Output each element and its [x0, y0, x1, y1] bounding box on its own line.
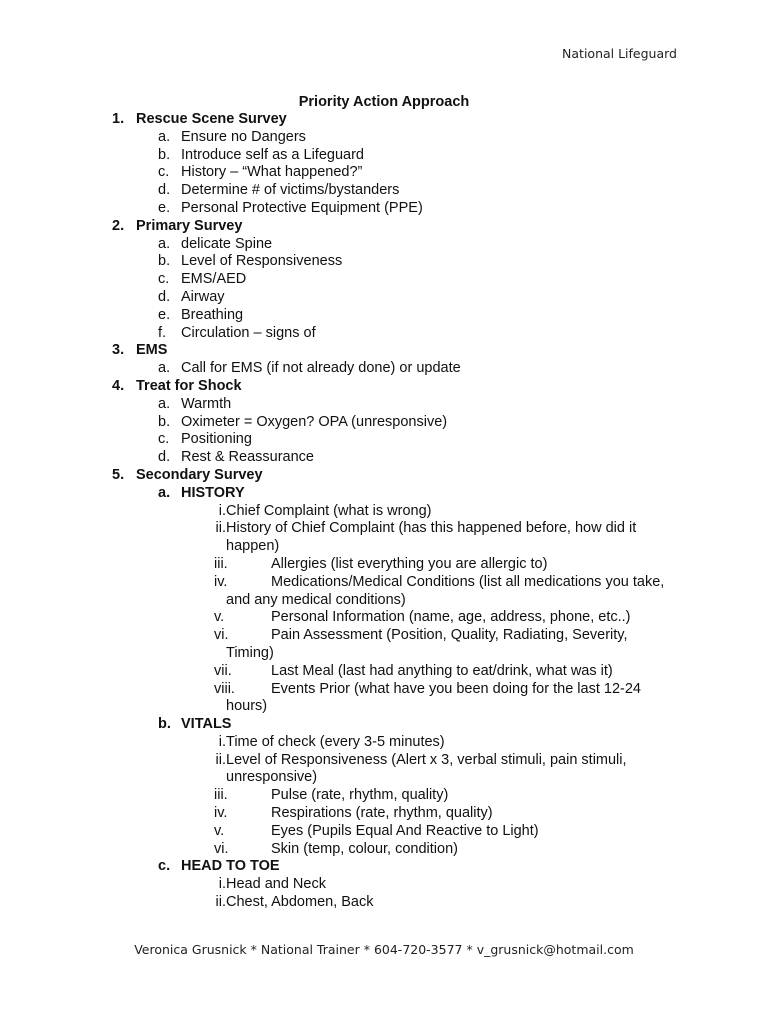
item-letter: d.	[158, 449, 171, 466]
section-number: 3.	[112, 342, 125, 359]
list-item	[0, 360, 768, 378]
list-item	[0, 147, 768, 165]
item-text: Events Prior (what have you been doing for the last 12-24 hours)	[226, 680, 641, 715]
roman-numeral: iii.	[214, 787, 228, 804]
section-number: 5.	[112, 466, 125, 483]
item-text: Last Meal (last had anything to eat/drink, what was it)	[271, 662, 613, 679]
section-heading	[0, 342, 768, 360]
list-item	[0, 431, 768, 449]
section-title: Secondary Survey	[136, 466, 263, 483]
page-title: Priority Action Approach	[298, 94, 470, 110]
item-letter: e.	[158, 306, 171, 323]
item-text: Level of Responsiveness (Alert x 3, verbal stimuli, pain stimuli, unresponsive)	[226, 751, 627, 786]
item-text: Ensure no Dangers	[181, 128, 306, 145]
subsection-title: HISTORY	[181, 484, 245, 501]
item-text: Rest & Reassurance	[181, 449, 314, 466]
item-text: Personal Information (name, age, address, phone, etc..)	[271, 609, 631, 626]
roman-item	[0, 787, 768, 805]
roman-item	[0, 841, 768, 859]
roman-item	[0, 663, 768, 681]
item-text: Allergies (list everything you are allergic to)	[271, 555, 548, 572]
item-text: History of Chief Complaint (has this happened before, how did it happen)	[226, 520, 637, 555]
item-text: Call for EMS (if not already done) or update	[181, 360, 461, 377]
list-item	[0, 253, 768, 271]
section-number: 2.	[112, 217, 125, 234]
subsection-letter: a.	[158, 484, 171, 501]
list-item	[0, 449, 768, 467]
item-letter: c.	[158, 431, 170, 448]
item-text: Skin (temp, colour, condition)	[271, 840, 458, 857]
roman-item	[0, 752, 768, 788]
list-item	[0, 200, 768, 218]
list-item	[0, 236, 768, 254]
list-item	[0, 307, 768, 325]
list-item	[0, 396, 768, 414]
roman-numeral: vii.	[214, 662, 232, 679]
roman-numeral: iv.	[214, 805, 228, 822]
item-letter: e.	[158, 199, 171, 216]
roman-item	[0, 627, 768, 663]
section-number: 1.	[112, 111, 125, 127]
subsection-letter: c.	[158, 858, 171, 875]
item-letter: b.	[158, 146, 171, 163]
roman-numeral: iii.	[214, 555, 228, 572]
item-letter: c.	[158, 271, 170, 288]
item-text: Medications/Medical Conditions (list all medications you take, and any medical conditions)	[226, 573, 665, 608]
roman-item	[0, 734, 768, 752]
list-item	[0, 414, 768, 432]
roman-numeral: i.	[218, 733, 226, 750]
section-title: Rescue Scene Survey	[136, 111, 287, 127]
roman-item	[0, 520, 768, 556]
section-title: Treat for Shock	[136, 377, 242, 394]
roman-numeral: iv.	[214, 573, 228, 590]
list-item	[0, 164, 768, 182]
list-item	[0, 129, 768, 147]
roman-item	[0, 609, 768, 627]
item-letter: a.	[158, 395, 171, 412]
page-footer: Veronica Grusnick * National Trainer * 604-720-3577 * v_grusnick@hotmail.com	[134, 942, 634, 957]
item-text: Positioning	[181, 431, 252, 448]
item-text: Breathing	[181, 306, 244, 323]
item-text: Determine # of victims/bystanders	[181, 182, 400, 199]
section-title: Primary Survey	[136, 217, 243, 234]
roman-numeral: vi.	[214, 840, 229, 857]
list-item	[0, 182, 768, 200]
item-text: Respirations (rate, rhythm, quality)	[271, 805, 493, 822]
roman-item	[0, 556, 768, 574]
item-text: delicate Spine	[181, 235, 273, 252]
section-heading	[0, 467, 768, 485]
roman-numeral: i.	[218, 876, 226, 893]
subsection-title: VITALS	[181, 716, 232, 733]
item-text: Oximeter = Oxygen? OPA (unresponsive)	[181, 413, 448, 430]
item-text: Head and Neck	[226, 876, 326, 893]
roman-item	[0, 503, 768, 521]
roman-numeral: ii.	[215, 520, 226, 537]
item-text: Chief Complaint (what is wrong)	[226, 502, 432, 519]
item-text: Pain Assessment (Position, Quality, Radiating, Severity, Timing)	[226, 627, 628, 661]
roman-item	[0, 681, 768, 717]
item-text: Warmth	[181, 395, 232, 412]
roman-numeral: ii.	[215, 894, 226, 911]
section-heading	[0, 111, 768, 129]
subsection-heading	[0, 485, 768, 503]
subsection-title: HEAD TO TOE	[181, 858, 280, 875]
list-item	[0, 271, 768, 289]
roman-item	[0, 876, 768, 894]
item-text: Airway	[181, 288, 225, 305]
subsection-letter: b.	[158, 716, 171, 733]
item-text: History – “What happened?”	[181, 164, 363, 181]
item-letter: c.	[158, 164, 170, 181]
subsection-heading	[0, 858, 768, 876]
document-body	[0, 111, 768, 912]
page-header: National Lifeguard	[562, 46, 677, 61]
section-heading	[0, 378, 768, 396]
section-heading	[0, 218, 768, 236]
item-text: Time of check (every 3-5 minutes)	[226, 733, 445, 750]
roman-item	[0, 574, 768, 610]
item-text: Circulation – signs of	[181, 324, 316, 341]
roman-numeral: ii.	[215, 751, 226, 768]
item-text: Introduce self as a Lifeguard	[181, 146, 364, 163]
item-letter: b.	[158, 413, 171, 430]
item-text: Pulse (rate, rhythm, quality)	[271, 787, 449, 804]
roman-numeral: v.	[214, 609, 225, 626]
roman-numeral: vi.	[214, 627, 229, 644]
roman-numeral: v.	[214, 822, 225, 839]
item-text: Personal Protective Equipment (PPE)	[181, 199, 423, 216]
item-letter: f.	[158, 324, 167, 341]
list-item	[0, 289, 768, 307]
section-title: EMS	[136, 342, 168, 359]
item-letter: b.	[158, 253, 171, 270]
item-text: Eyes (Pupils Equal And Reactive to Light)	[271, 822, 539, 839]
roman-item	[0, 805, 768, 823]
roman-item	[0, 894, 768, 912]
item-letter: a.	[158, 235, 171, 252]
item-text: EMS/AED	[181, 271, 247, 288]
item-letter: a.	[158, 128, 171, 145]
list-item	[0, 325, 768, 343]
item-letter: d.	[158, 182, 171, 199]
item-letter: d.	[158, 288, 171, 305]
subsection-heading	[0, 716, 768, 734]
roman-item	[0, 823, 768, 841]
item-text: Chest, Abdomen, Back	[226, 894, 374, 911]
roman-numeral: i.	[218, 502, 226, 519]
item-letter: a.	[158, 360, 171, 377]
item-text: Level of Responsiveness	[181, 253, 343, 270]
roman-numeral: viii.	[214, 680, 235, 697]
section-number: 4.	[112, 377, 125, 394]
